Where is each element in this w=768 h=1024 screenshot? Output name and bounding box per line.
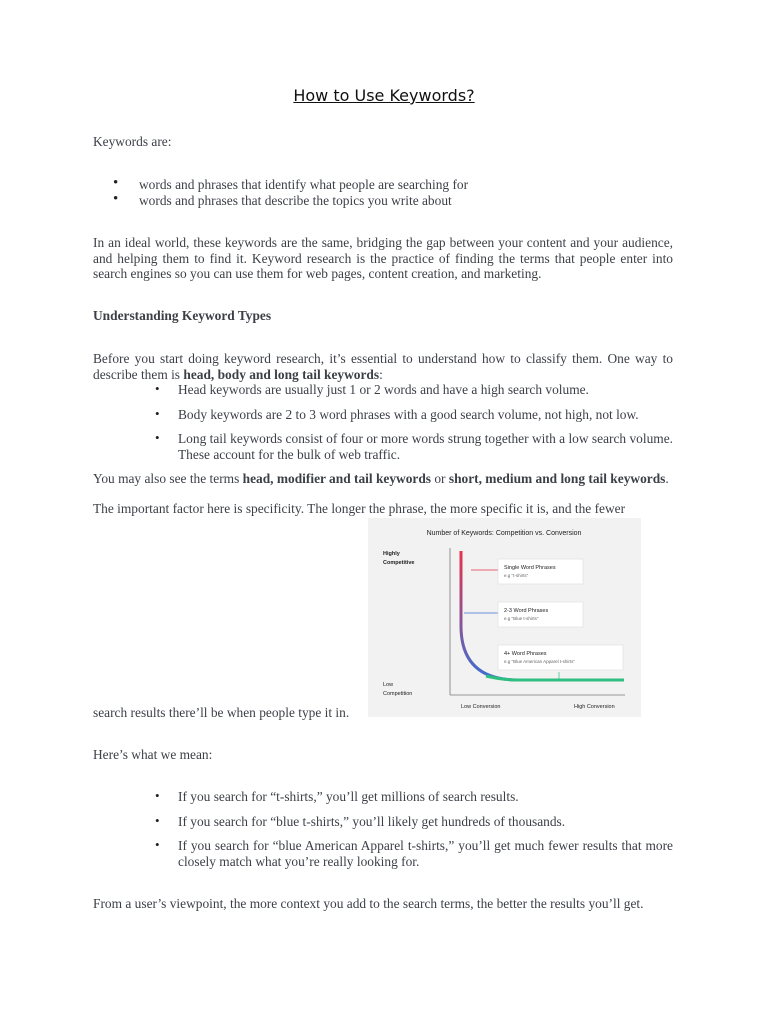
paragraph-ideal-world: In an ideal world, these keywords are the same, bridging the gap between your content and your audience, and helping them to find it. Keyword research is the practice of finding the terms that people enter into search engines so you can use them for web pages, content creation, and marketing. <box>93 235 673 281</box>
box-example: e.g "t-shirts" <box>504 573 529 578</box>
paragraph-terms <box>93 471 673 487</box>
y-bottom-label-1: Low <box>383 682 394 688</box>
paragraph-text: : <box>379 366 383 382</box>
paragraph-what-we-mean: Here’s what we mean: <box>93 747 213 762</box>
paragraph-classify <box>93 351 673 382</box>
list-item: • Body keywords are 2 to 3 word phrases with a good search volume, not high, not low. <box>93 407 673 423</box>
annotation-box-single <box>498 559 583 584</box>
paragraph-specificity-line2: search results there’ll be when people type it in. <box>93 705 350 720</box>
example-list <box>93 789 673 869</box>
paragraph-specificity-line1: The important factor here is specificity. The longer the phrase, the more specific it is, and the fewer <box>93 501 626 516</box>
list-item: • If you search for “blue American Apparel t-shirts,” you’ll get much fewer results that more closely match what you’re really looking for. <box>93 838 673 869</box>
paragraph-text: . <box>665 471 669 486</box>
box-example: e.g "Blue American Apparel t-shirts" <box>504 659 575 664</box>
list-item: • Head keywords are usually just 1 or 2 words and have a high search volume. <box>93 382 673 398</box>
box-label: Single Word Phrases <box>504 565 556 571</box>
curve-long-tail <box>486 676 624 680</box>
list-item: • If you search for “blue t-shirts,” you’ll likely get hundreds of thousands. <box>93 814 673 830</box>
keyword-type-list <box>93 382 673 462</box>
box-example: e.g "Blue t-shirts" <box>504 616 539 621</box>
bold-term: head, body and long tail keywords <box>183 366 380 382</box>
bold-term: head, modifier and tail keywords <box>242 471 431 486</box>
list-item: • words and phrases that describe the topics you write about <box>93 193 673 209</box>
y-top-label-1: Highly <box>383 551 400 557</box>
paragraph-text: Before you start doing keyword research, it’s essential to understand how to classify them. One way to describe them is <box>93 351 673 382</box>
y-top-label-2: Competitive <box>383 560 415 566</box>
page-title: How to Use Keywords? <box>293 86 475 105</box>
paragraph-text: or <box>431 471 449 486</box>
list-item: • If you search for “t-shirts,” you’ll get millions of search results. <box>93 789 673 805</box>
x-right-label: High Conversion <box>574 704 615 710</box>
keyword-competition-chart <box>368 518 641 717</box>
annotation-box-2-3 <box>498 602 583 627</box>
x-left-label: Low Conversion <box>461 704 501 710</box>
intro-text: Keywords are: <box>93 134 172 149</box>
box-label: 2-3 Word Phrases <box>504 608 549 614</box>
y-bottom-label-2: Competition <box>383 691 413 697</box>
paragraph-user-viewpoint: From a user’s viewpoint, the more context you add to the search terms, the better the results you’ll get. <box>93 896 644 911</box>
paragraph-text: You may also see the terms <box>93 471 243 486</box>
list-item: • Long tail keywords consist of four or more words strung together with a low search volume. These account for the bulk of web traffic. <box>93 431 673 462</box>
box-label: 4+ Word Phrases <box>504 651 547 657</box>
chart-title: Number of Keywords: Competition vs. Conversion <box>426 530 582 537</box>
list-item: • words and phrases that identify what people are searching for <box>93 177 673 193</box>
section-heading: Understanding Keyword Types <box>93 308 272 323</box>
annotation-box-4plus <box>498 645 623 670</box>
intro-bullet-list <box>93 177 673 208</box>
bold-term: short, medium and long tail keywords <box>448 471 666 486</box>
